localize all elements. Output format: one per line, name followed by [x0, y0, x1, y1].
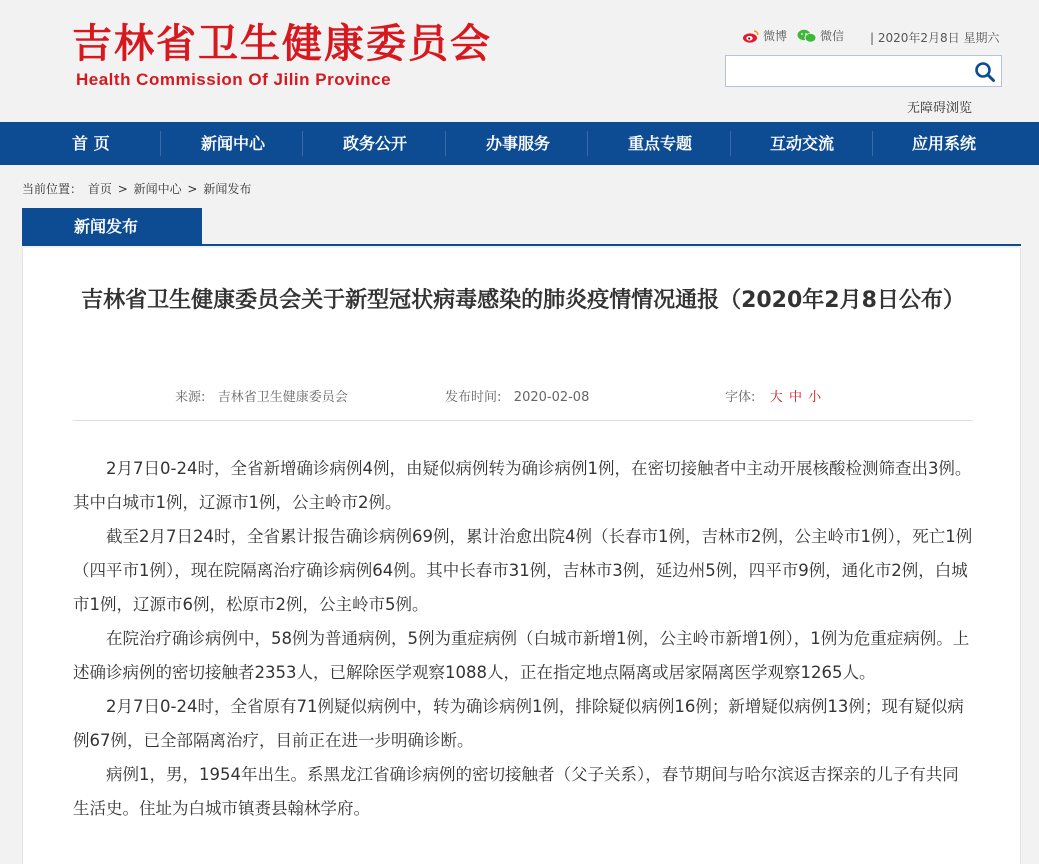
search-box	[725, 55, 1002, 87]
nav-news-center[interactable]: 新闻中心	[201, 134, 266, 153]
nav-government-affairs[interactable]: 政务公开	[343, 134, 408, 153]
nav-applications[interactable]: 应用系统	[912, 134, 977, 153]
tab-news-release[interactable]: 新闻发布	[22, 208, 202, 246]
nav-divider	[587, 131, 588, 156]
breadcrumb-home[interactable]: 首页	[87, 182, 112, 196]
weibo-link[interactable]	[742, 27, 787, 44]
section-tab-bar	[22, 208, 1021, 246]
source-label: 来源:	[175, 390, 206, 405]
weibo-label: 微博	[763, 29, 788, 43]
wechat-icon	[797, 29, 817, 43]
font-large-button[interactable]: 大	[769, 390, 783, 405]
nav-interaction[interactable]: 互动交流	[770, 134, 835, 153]
article-paragraph: 病例1，男，1954年出生。系黑龙江省确诊病例的密切接触者（父子关系），春节期间与哈尔滨返吉探亲的儿子有共同生活史。住址为白城市镇赉县翰林学府。	[73, 765, 959, 818]
site-logo-chinese[interactable]: 吉林省卫生健康委员会	[72, 20, 492, 67]
breadcrumb	[22, 180, 253, 197]
font-label: 字体:	[725, 390, 756, 405]
weixin-link[interactable]	[797, 27, 844, 44]
nav-services[interactable]: 办事服务	[486, 134, 551, 153]
article-paragraph: 截至2月7日24时，全省累计报告确诊病例69例，累计治愈出院4例（长春市1例，吉林市2例，公主岭市1例），死亡1例（四平市1例），现在院隔离治疗确诊病例64例。其中长春市31例，吉林市3例，延边州5例，四平市9例，通化市2例，白城市1例，辽源市6例，松原市2例，公主岭市5例。	[73, 527, 973, 614]
weixin-label: 微信	[820, 29, 845, 43]
article-panel	[22, 248, 1021, 864]
article-body	[73, 452, 973, 826]
search-icon	[973, 60, 997, 84]
nav-divider	[302, 131, 303, 156]
article-meta	[73, 386, 973, 406]
article-title: 吉林省卫生健康委员会关于新型冠状病毒感染的肺炎疫情情况通报（2020年2月8日公布）	[81, 288, 965, 313]
search-input[interactable]	[726, 56, 966, 86]
site-logo-english[interactable]: Health Commission Of Jilin Province	[76, 70, 392, 89]
article-date	[445, 386, 589, 405]
article-source	[175, 386, 348, 405]
source-value: 吉林省卫生健康委员会	[217, 390, 348, 405]
font-small-button[interactable]: 小	[808, 390, 822, 405]
article-paragraph: 在院治疗确诊病例中，58例为普通病例，5例为重症病例（白城市新增1例，公主岭市新增1例），1例为危重症病例。上述确诊病例的密切接触者2353人，已解除医学观察1088人，正在指定地点隔离或居家隔离医学观察1265人。	[73, 629, 970, 682]
meta-divider	[73, 420, 973, 421]
current-date: | 2020年2月8日 星期六	[870, 31, 1000, 45]
nav-divider	[445, 131, 446, 156]
breadcrumb-label: 当前位置：	[22, 182, 83, 196]
breadcrumb-separator: >	[187, 182, 198, 196]
nav-divider	[730, 131, 731, 156]
date-label: 发布时间:	[445, 390, 502, 405]
nav-divider	[872, 131, 873, 156]
article-paragraph: 2月7日0-24时，全省新增确诊病例4例，由疑似病例转为确诊病例1例，在密切接触者中主动开展核酸检测筛查出3例。其中白城市1例，辽源市1例，公主岭市2例。	[73, 459, 972, 512]
search-button[interactable]	[973, 60, 997, 84]
site-header	[0, 0, 1039, 122]
nav-home[interactable]: 首 页	[72, 134, 110, 153]
main-nav	[0, 122, 1039, 165]
nav-key-topics[interactable]: 重点专题	[628, 134, 693, 153]
accessibility-link[interactable]: 无障碍浏览	[907, 101, 973, 116]
breadcrumb-news-center[interactable]: 新闻中心	[133, 182, 182, 196]
social-links	[742, 27, 854, 44]
weibo-icon	[742, 29, 760, 43]
font-size-control	[725, 386, 821, 405]
nav-divider	[160, 131, 161, 156]
breadcrumb-news-release[interactable]: 新闻发布	[203, 182, 252, 196]
article-paragraph: 2月7日0-24时，全省原有71例疑似病例中，转为确诊病例1例，排除疑似病例16例；新增疑似病例13例；现有疑似病例67例，已全部隔离治疗，目前正在进一步明确诊断。	[73, 697, 964, 750]
font-medium-button[interactable]: 中	[788, 390, 802, 405]
breadcrumb-separator: >	[117, 182, 128, 196]
date-value: 2020-02-08	[513, 390, 590, 405]
